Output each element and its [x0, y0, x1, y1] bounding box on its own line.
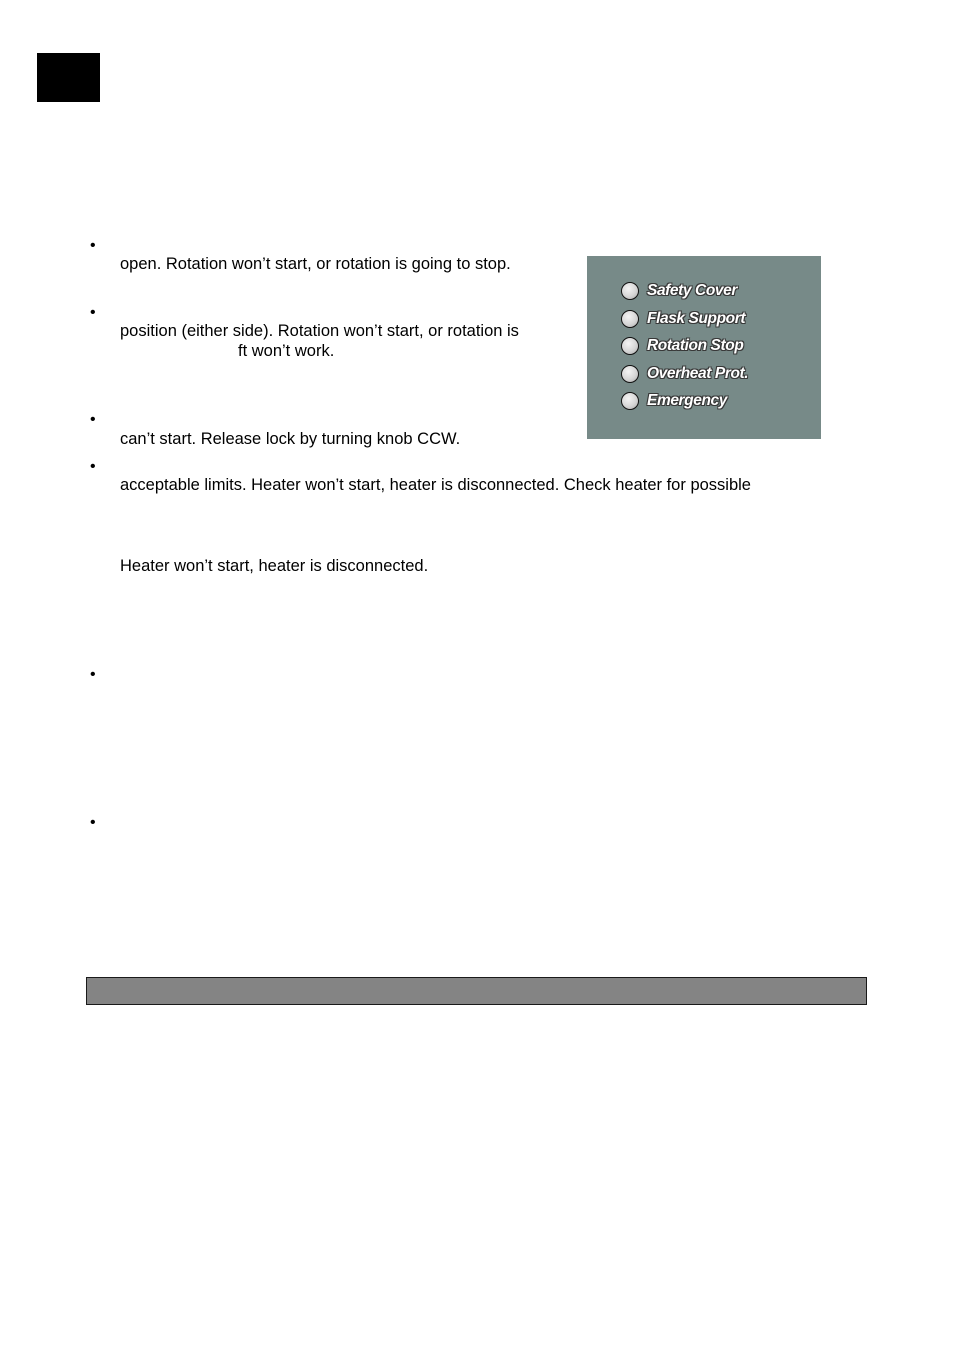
page-corner-marker [37, 53, 100, 102]
bullet-1: • [90, 237, 96, 254]
indicator-led-icon [621, 282, 639, 300]
bullet-3: • [90, 411, 96, 428]
indicator-led-icon [621, 365, 639, 383]
bullet-5: • [90, 666, 96, 683]
indicator-led-icon [621, 337, 639, 355]
text-line-flask-support-cont: ft won’t work. [238, 342, 335, 360]
indicator-overheat-prot [621, 362, 748, 386]
text-line-safety-cover: open. Rotation won’t start, or rotation is going to stop. [120, 255, 511, 273]
bullet-2: • [90, 304, 96, 321]
indicator-label: Overheat Prot. [647, 365, 749, 382]
indicator-label: Emergency [647, 392, 727, 409]
indicator-emergency [621, 389, 727, 413]
indicator-flask-support [621, 307, 745, 331]
indicator-led-icon [621, 310, 639, 328]
text-line-overheat: acceptable limits. Heater won’t start, heater is disconnected. Check heater for possible [120, 476, 751, 494]
section-header-bar [86, 977, 867, 1005]
bullet-4: • [90, 458, 96, 475]
text-line-heater: Heater won’t start, heater is disconnected. [120, 557, 429, 575]
indicator-rotation-stop [621, 334, 743, 358]
indicator-safety-cover [621, 279, 737, 303]
bullet-6: • [90, 814, 96, 831]
indicator-label: Flask Support [647, 310, 746, 327]
status-indicator-panel [587, 256, 821, 439]
text-line-flask-support: position (either side). Rotation won’t start, or rotation is [120, 322, 519, 340]
indicator-led-icon [621, 392, 639, 410]
indicator-label: Rotation Stop [647, 337, 744, 354]
text-line-rotation-stop: can’t start. Release lock by turning knob CCW. [120, 430, 461, 448]
indicator-label: Safety Cover [647, 282, 737, 299]
